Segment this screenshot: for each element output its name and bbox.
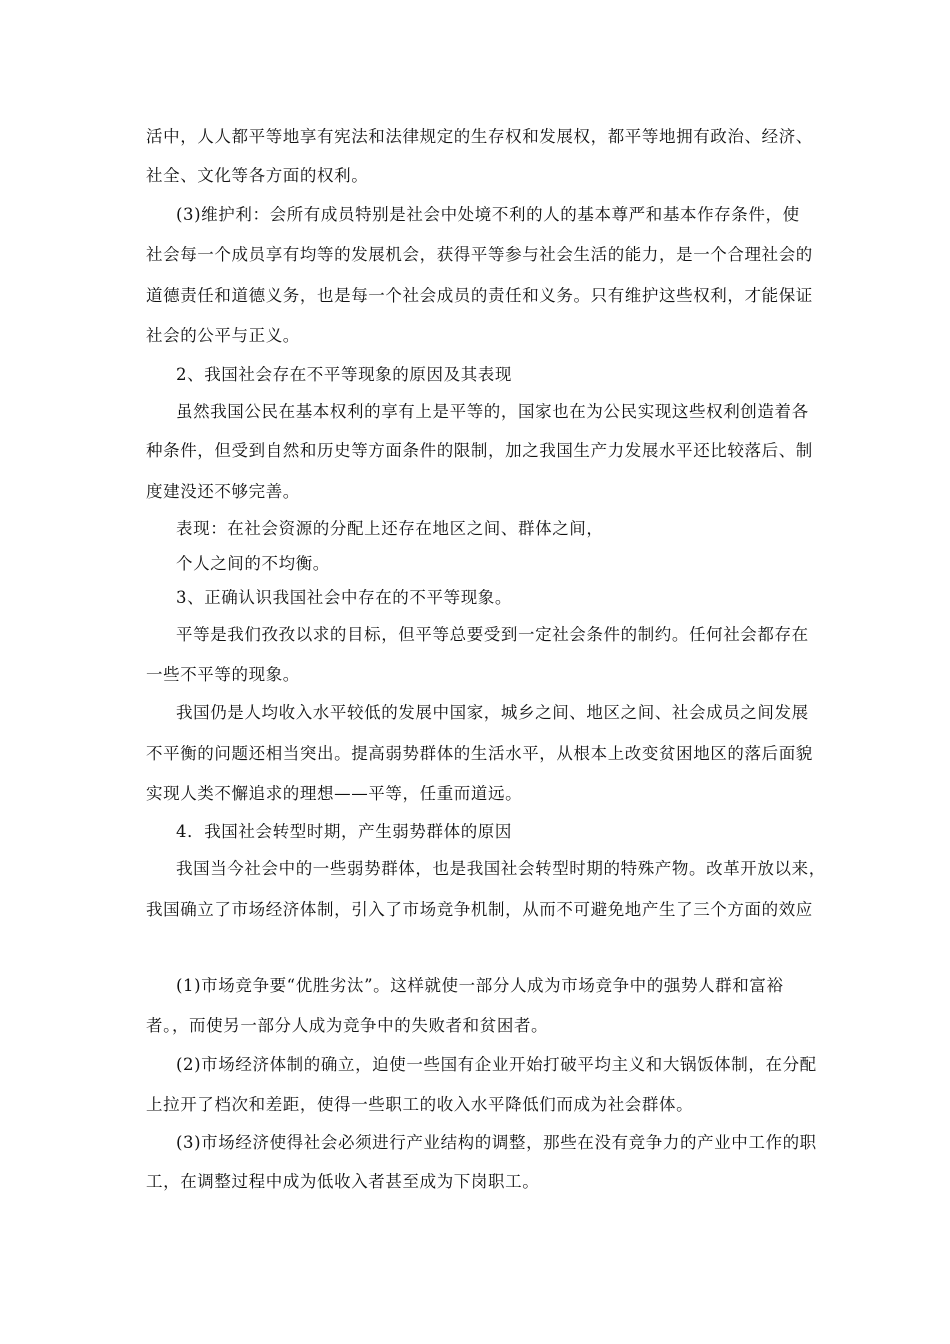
text-line: 者。，而使另一部分人成为竞争中的失败者和贫困者。 [146,1016,549,1035]
text-line: 我国当今社会中的一些弱势群体，也是我国社会转型时期的特殊产物。改革开放以来， [176,859,826,878]
text-line: 社会的公平与正义。 [146,326,300,345]
text-line: 社会每一个成员享有均等的发展机会，获得平等参与社会生活的能力，是一个合理社会的 [146,245,813,264]
text-line: 虽然我国公民在基本权利的享有上是平等的，国家也在为公民实现这些权利创造着各 [176,402,809,421]
text-line: (2)市场经济体制的确立，迫使一些国有企业开始打破平均主义和大锅饭体制，在分配 [176,1055,817,1074]
text-line: 表现：在社会资源的分配上还存在地区之间、群体之间， [176,519,604,538]
text-line: 我国确立了市场经济体制，引入了市场竞争机制，从而不可避免地产生了三个方面的效应 [146,900,813,919]
text-line: 度建没还不够完善。 [146,482,300,501]
text-line: 实现人类不懈追求的理想——平等，任重而道远。 [146,784,523,803]
text-line: 一些不平等的现象。 [146,665,300,684]
text-line: 社全、文化等各方面的权利。 [146,166,369,185]
text-line: 上拉开了档次和差距，使得一些职工的收入水平降低们而成为社会群体。 [146,1095,694,1114]
text-line: 道德责任和道德义务，也是每一个社会成员的责任和义务。只有维护这些权利，才能保证 [146,286,813,305]
text-line: (3)市场经济使得社会必须进行产业结构的调整，那些在没有竞争力的产业中工作的职 [176,1133,817,1152]
text-line: 活中，人人都平等地享有宪法和法律规定的生存权和发展权，都平等地拥有政治、经济、 [146,127,813,146]
text-line: 工，在调整过程中成为低收入者甚至成为下岗职工。 [146,1172,540,1191]
text-line: (3)维护利：会所有成员特别是社会中处境不利的人的基本尊严和基本作存条件，使 [176,205,800,224]
text-line: 我国仍是人均收入水平较低的发展中国家，城乡之间、地区之间、社会成员之间发展 [176,703,809,722]
section-heading: 4．我国社会转型时期，产生弱势群体的原因 [176,822,512,841]
text-line: 不平衡的问题还相当突出。提高弱势群体的生活水平，从根本上改变贫困地区的落后面貌 [146,744,813,763]
text-line: 个人之间的不均衡。 [176,554,330,573]
text-line: 平等是我们孜孜以求的目标，但平等总要受到一定社会条件的制约。任何社会都存在 [176,625,809,644]
text-line: 种条件，但受到自然和历史等方面条件的限制，加之我国生产力发展水平还比较落后、制 [146,441,813,460]
section-heading: 3、正确认识我国社会中存在的不平等现象。 [176,588,512,607]
section-heading: 2、我国社会存在不平等现象的原因及其表现 [176,365,512,384]
text-line: (1)市场竞争要“优胜劣汰”。这样就使一部分人成为市场竞争中的强势人群和富裕 [176,976,784,995]
